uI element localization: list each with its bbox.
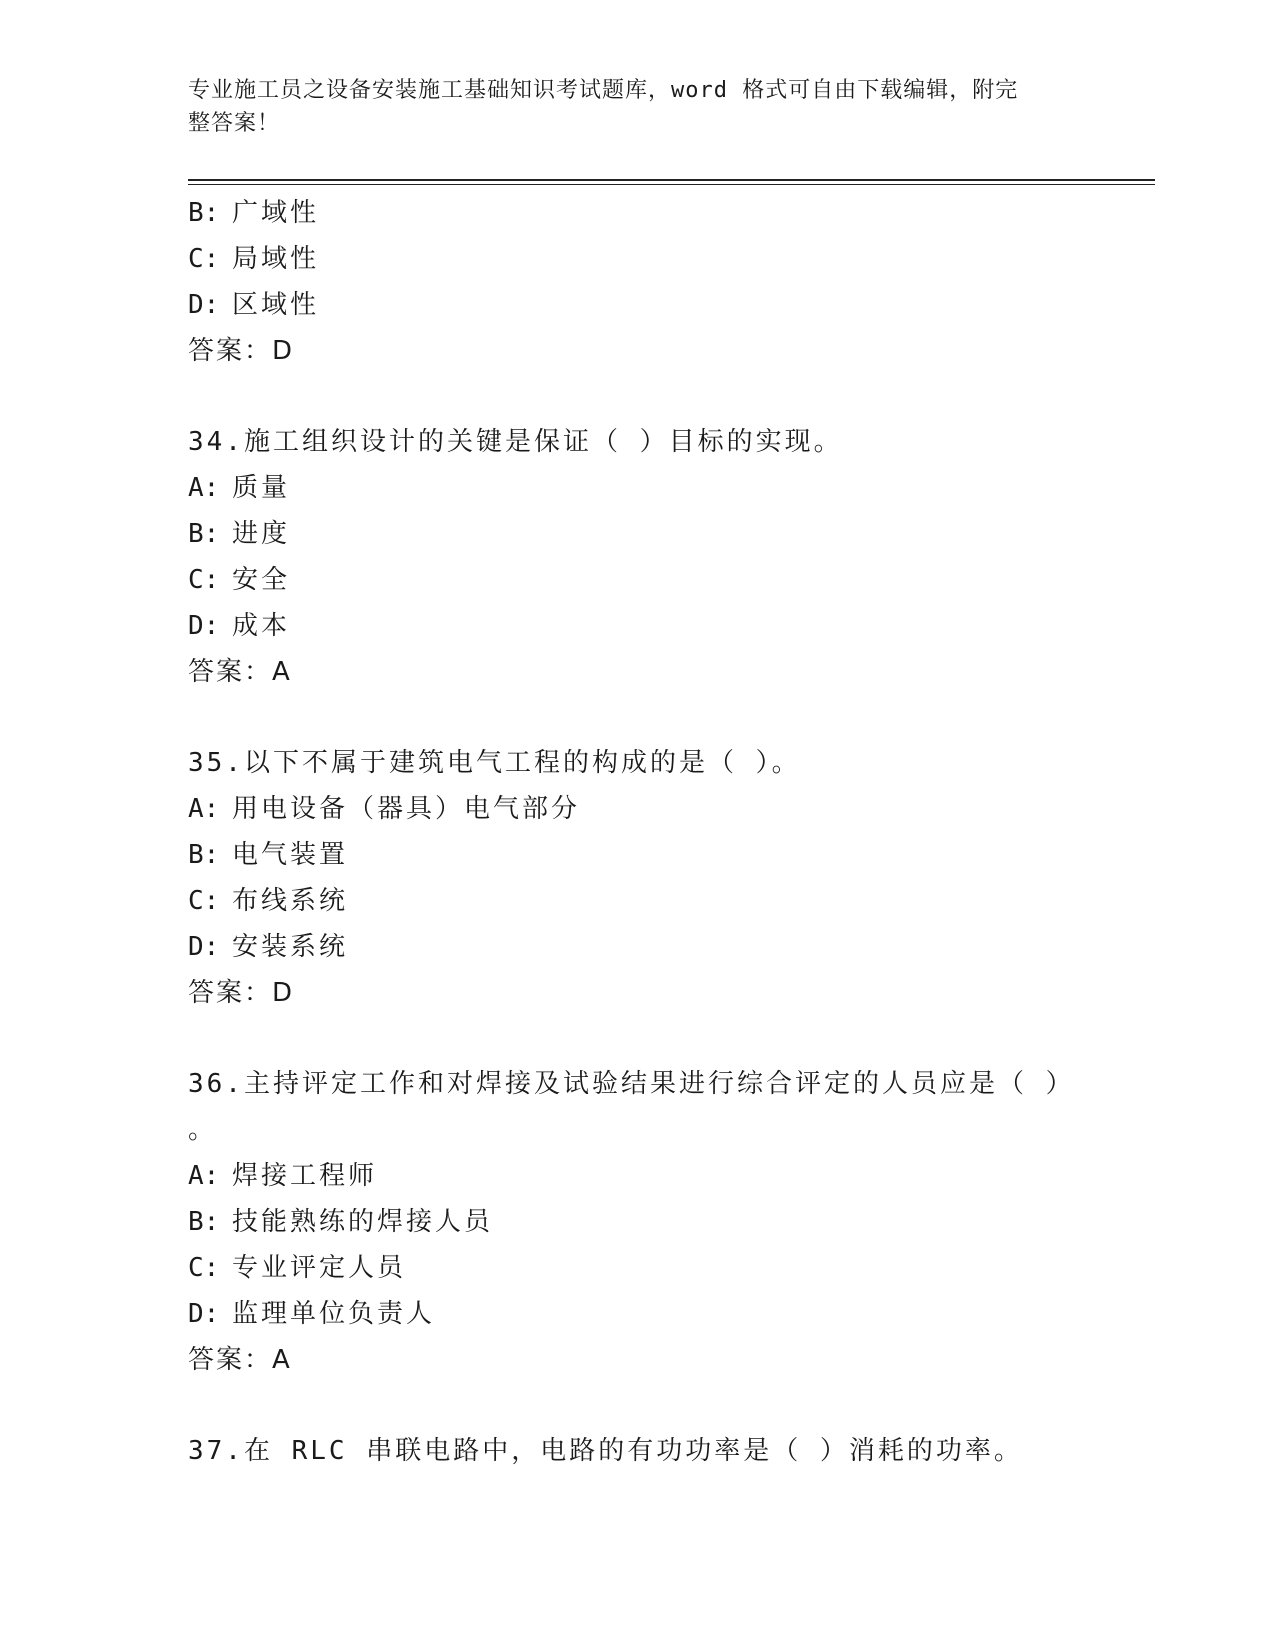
option-d (188, 924, 1088, 970)
document-header (188, 74, 1088, 140)
option-text: 监理单位负责人 (232, 1299, 436, 1329)
header-divider-thin (188, 184, 1155, 185)
option-letter: B: (188, 198, 220, 228)
question-stem: 36.主持评定工作和对焊接及试验结果进行综合评定的人员应是（ ） (188, 1069, 1075, 1099)
option-c (188, 1245, 1088, 1291)
question-stem: 34.施工组织设计的关键是保证（ ）目标的实现。 (188, 427, 843, 457)
option-letter: A: (188, 473, 220, 503)
option-text: 局域性 (232, 244, 320, 274)
option-letter: D: (188, 932, 220, 962)
option-c (188, 878, 1088, 924)
option-c (188, 557, 1088, 603)
option-text: 焊接工程师 (232, 1161, 378, 1191)
question-34 (188, 419, 1088, 695)
option-d (188, 282, 1088, 328)
option-a (188, 465, 1088, 511)
option-letter: C: (188, 565, 220, 595)
answer: 答案：A (188, 657, 292, 687)
option-text: 进度 (232, 519, 291, 549)
option-text: 广域性 (232, 198, 320, 228)
option-letter: C: (188, 886, 220, 916)
option-letter: C: (188, 1253, 220, 1283)
question-35 (188, 740, 1088, 1016)
option-letter: B: (188, 1207, 220, 1237)
option-text: 技能熟练的焊接人员 (232, 1207, 494, 1237)
option-b (188, 511, 1088, 557)
question-33-continued (188, 190, 1088, 374)
option-d (188, 1291, 1088, 1337)
option-letter: D: (188, 611, 220, 641)
option-c (188, 236, 1088, 282)
option-letter: C: (188, 244, 220, 274)
option-letter: A: (188, 794, 220, 824)
option-a (188, 1153, 1088, 1199)
header-line-1: 专业施工员之设备安装施工基础知识考试题库，word 格式可自由下载编辑，附完 (188, 78, 1019, 103)
option-b (188, 832, 1088, 878)
option-b (188, 1199, 1088, 1245)
header-line-2: 整答案！ (188, 111, 281, 136)
question-stem: 35.以下不属于建筑电气工程的构成的是（ ）。 (188, 748, 801, 778)
option-text: 质量 (232, 473, 291, 503)
option-text: 专业评定人员 (232, 1253, 407, 1283)
option-text: 用电设备（器具）电气部分 (232, 794, 581, 824)
option-letter: D: (188, 1299, 220, 1329)
option-text: 安装系统 (232, 932, 349, 962)
option-a (188, 786, 1088, 832)
option-text: 安全 (232, 565, 291, 595)
header-divider-thick (188, 179, 1155, 181)
question-36 (188, 1061, 1088, 1383)
question-stem-continued: 。 (188, 1115, 218, 1145)
question-stem: 37.在 RLC 串联电路中，电路的有功功率是（ ）消耗的功率。 (188, 1436, 1023, 1466)
option-letter: B: (188, 840, 220, 870)
option-b (188, 190, 1088, 236)
option-d (188, 603, 1088, 649)
answer: 答案：D (188, 978, 295, 1008)
question-37 (188, 1428, 1088, 1474)
answer: 答案：D (188, 336, 295, 366)
option-text: 成本 (232, 611, 291, 641)
option-letter: D: (188, 290, 220, 320)
option-text: 区域性 (232, 290, 320, 320)
option-letter: B: (188, 519, 220, 549)
option-letter: A: (188, 1161, 220, 1191)
question-list (188, 190, 1088, 1474)
option-text: 电气装置 (232, 840, 349, 870)
option-text: 布线系统 (232, 886, 349, 916)
answer: 答案：A (188, 1345, 292, 1375)
